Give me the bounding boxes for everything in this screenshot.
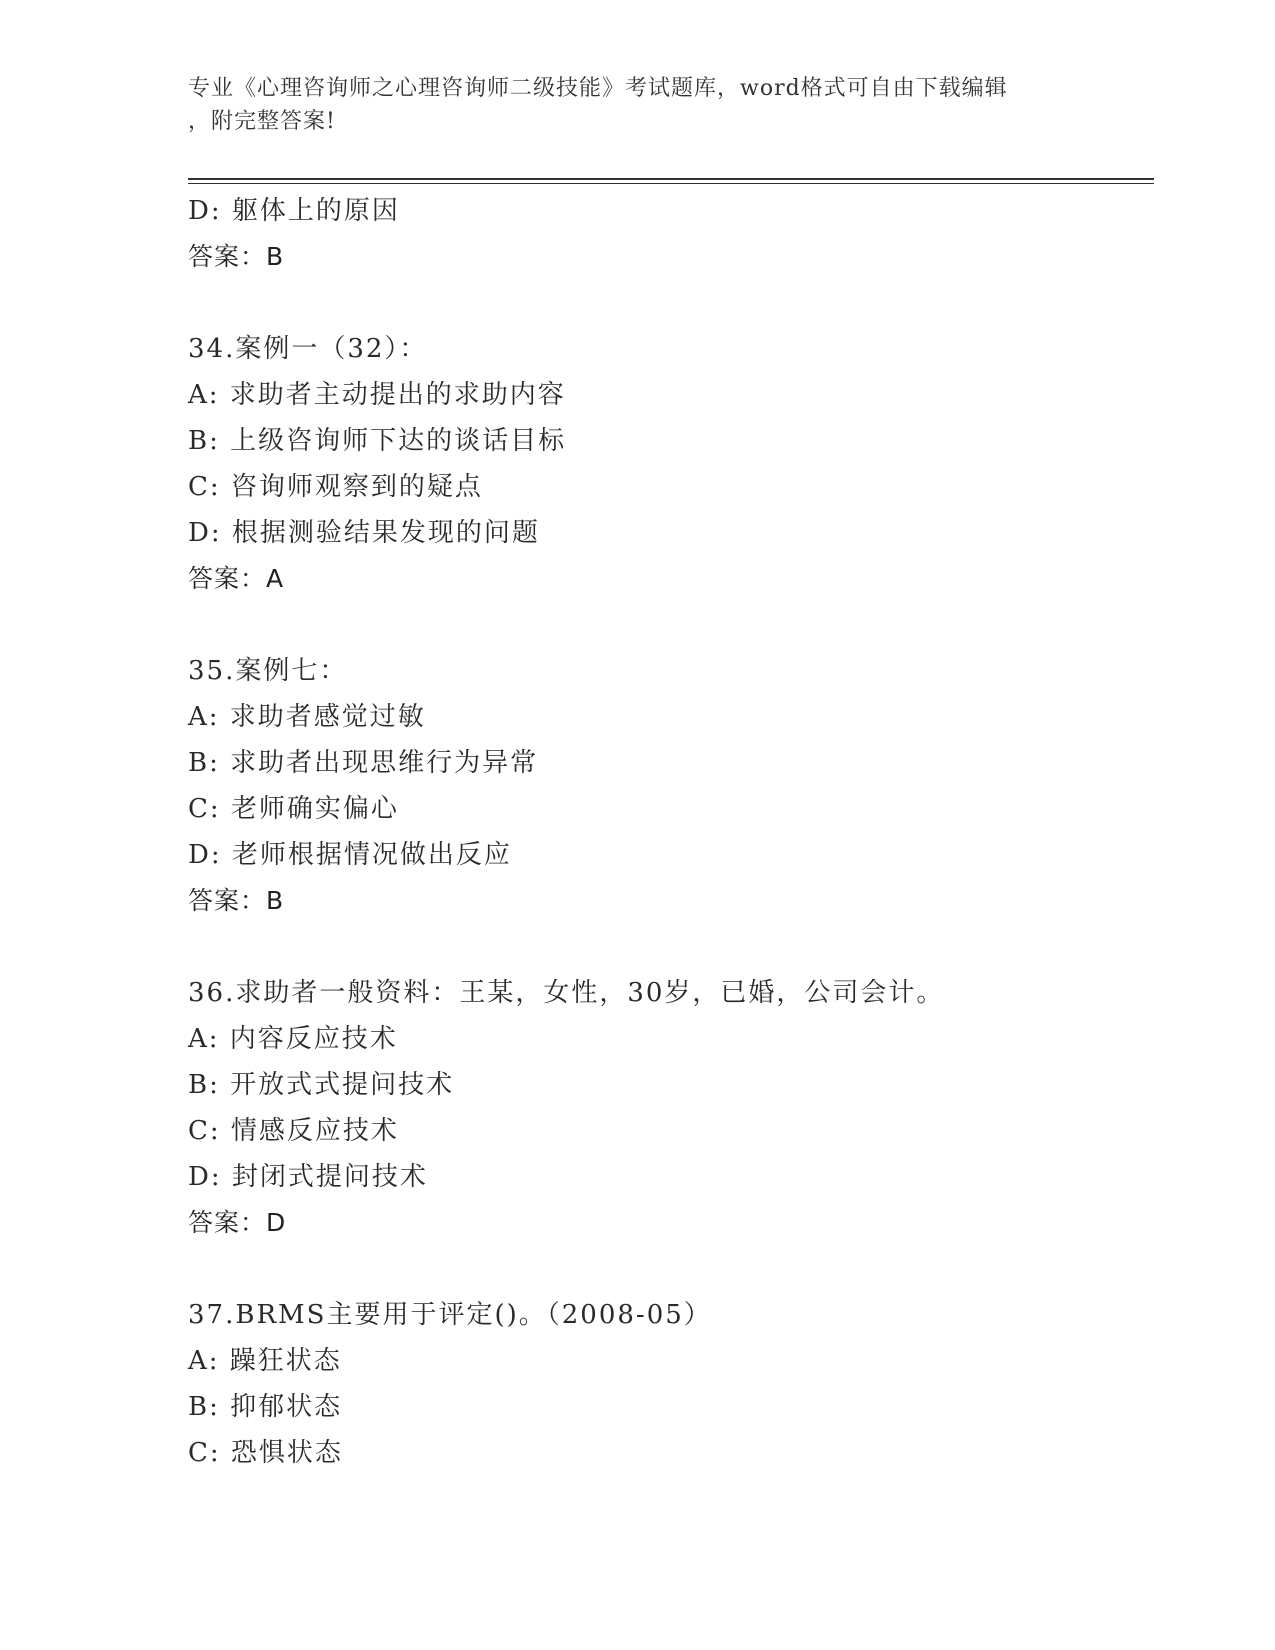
option-a: A: 内容反应技术 [188, 1024, 398, 1054]
option-c: C: 情感反应技术 [188, 1116, 399, 1146]
header-rule-thick [188, 178, 1154, 180]
header-line-1: 专业《心理咨询师之心理咨询师二级技能》考试题库，word格式可自由下载编辑 [188, 76, 1008, 101]
spacer [188, 280, 1148, 326]
option-d: D: 躯体上的原因 [188, 196, 400, 226]
option-b: B: 上级咨询师下达的谈话目标 [188, 426, 567, 456]
option-d: D: 封闭式提问技术 [188, 1162, 428, 1192]
question-34: 34.案例一（32）： [188, 334, 428, 364]
answer-line: 答案：A [188, 564, 285, 593]
question-list [188, 188, 1148, 1476]
option-b: B: 抑郁状态 [188, 1392, 343, 1422]
header-line-2: ，附完整答案! [188, 109, 336, 134]
answer-line: 答案：B [188, 886, 285, 915]
spacer [188, 924, 1148, 970]
spacer [188, 602, 1148, 648]
option-b: B: 开放式式提问技术 [188, 1070, 455, 1100]
option-c: C: 老师确实偏心 [188, 794, 399, 824]
document-header [188, 72, 1088, 138]
option-d: D: 根据测验结果发现的问题 [188, 518, 540, 548]
answer-line: 答案：D [188, 1208, 287, 1237]
option-a: A: 求助者感觉过敏 [188, 702, 426, 732]
option-d: D: 老师根据情况做出反应 [188, 840, 512, 870]
option-a: A: 躁狂状态 [188, 1346, 342, 1376]
spacer [188, 1246, 1148, 1292]
option-c: C: 恐惧状态 [188, 1438, 343, 1468]
answer-line: 答案：B [188, 242, 285, 271]
question-35: 35.案例七： [188, 656, 348, 686]
question-37: 37.BRMS主要用于评定()。（2008-05） [188, 1300, 712, 1330]
option-b: B: 求助者出现思维行为异常 [188, 748, 539, 778]
header-rule-thin [188, 183, 1154, 184]
question-36: 36.求助者一般资料：王某，女性，30岁，已婚，公司会计。 [188, 978, 945, 1008]
option-c: C: 咨询师观察到的疑点 [188, 472, 483, 502]
option-a: A: 求助者主动提出的求助内容 [188, 380, 566, 410]
